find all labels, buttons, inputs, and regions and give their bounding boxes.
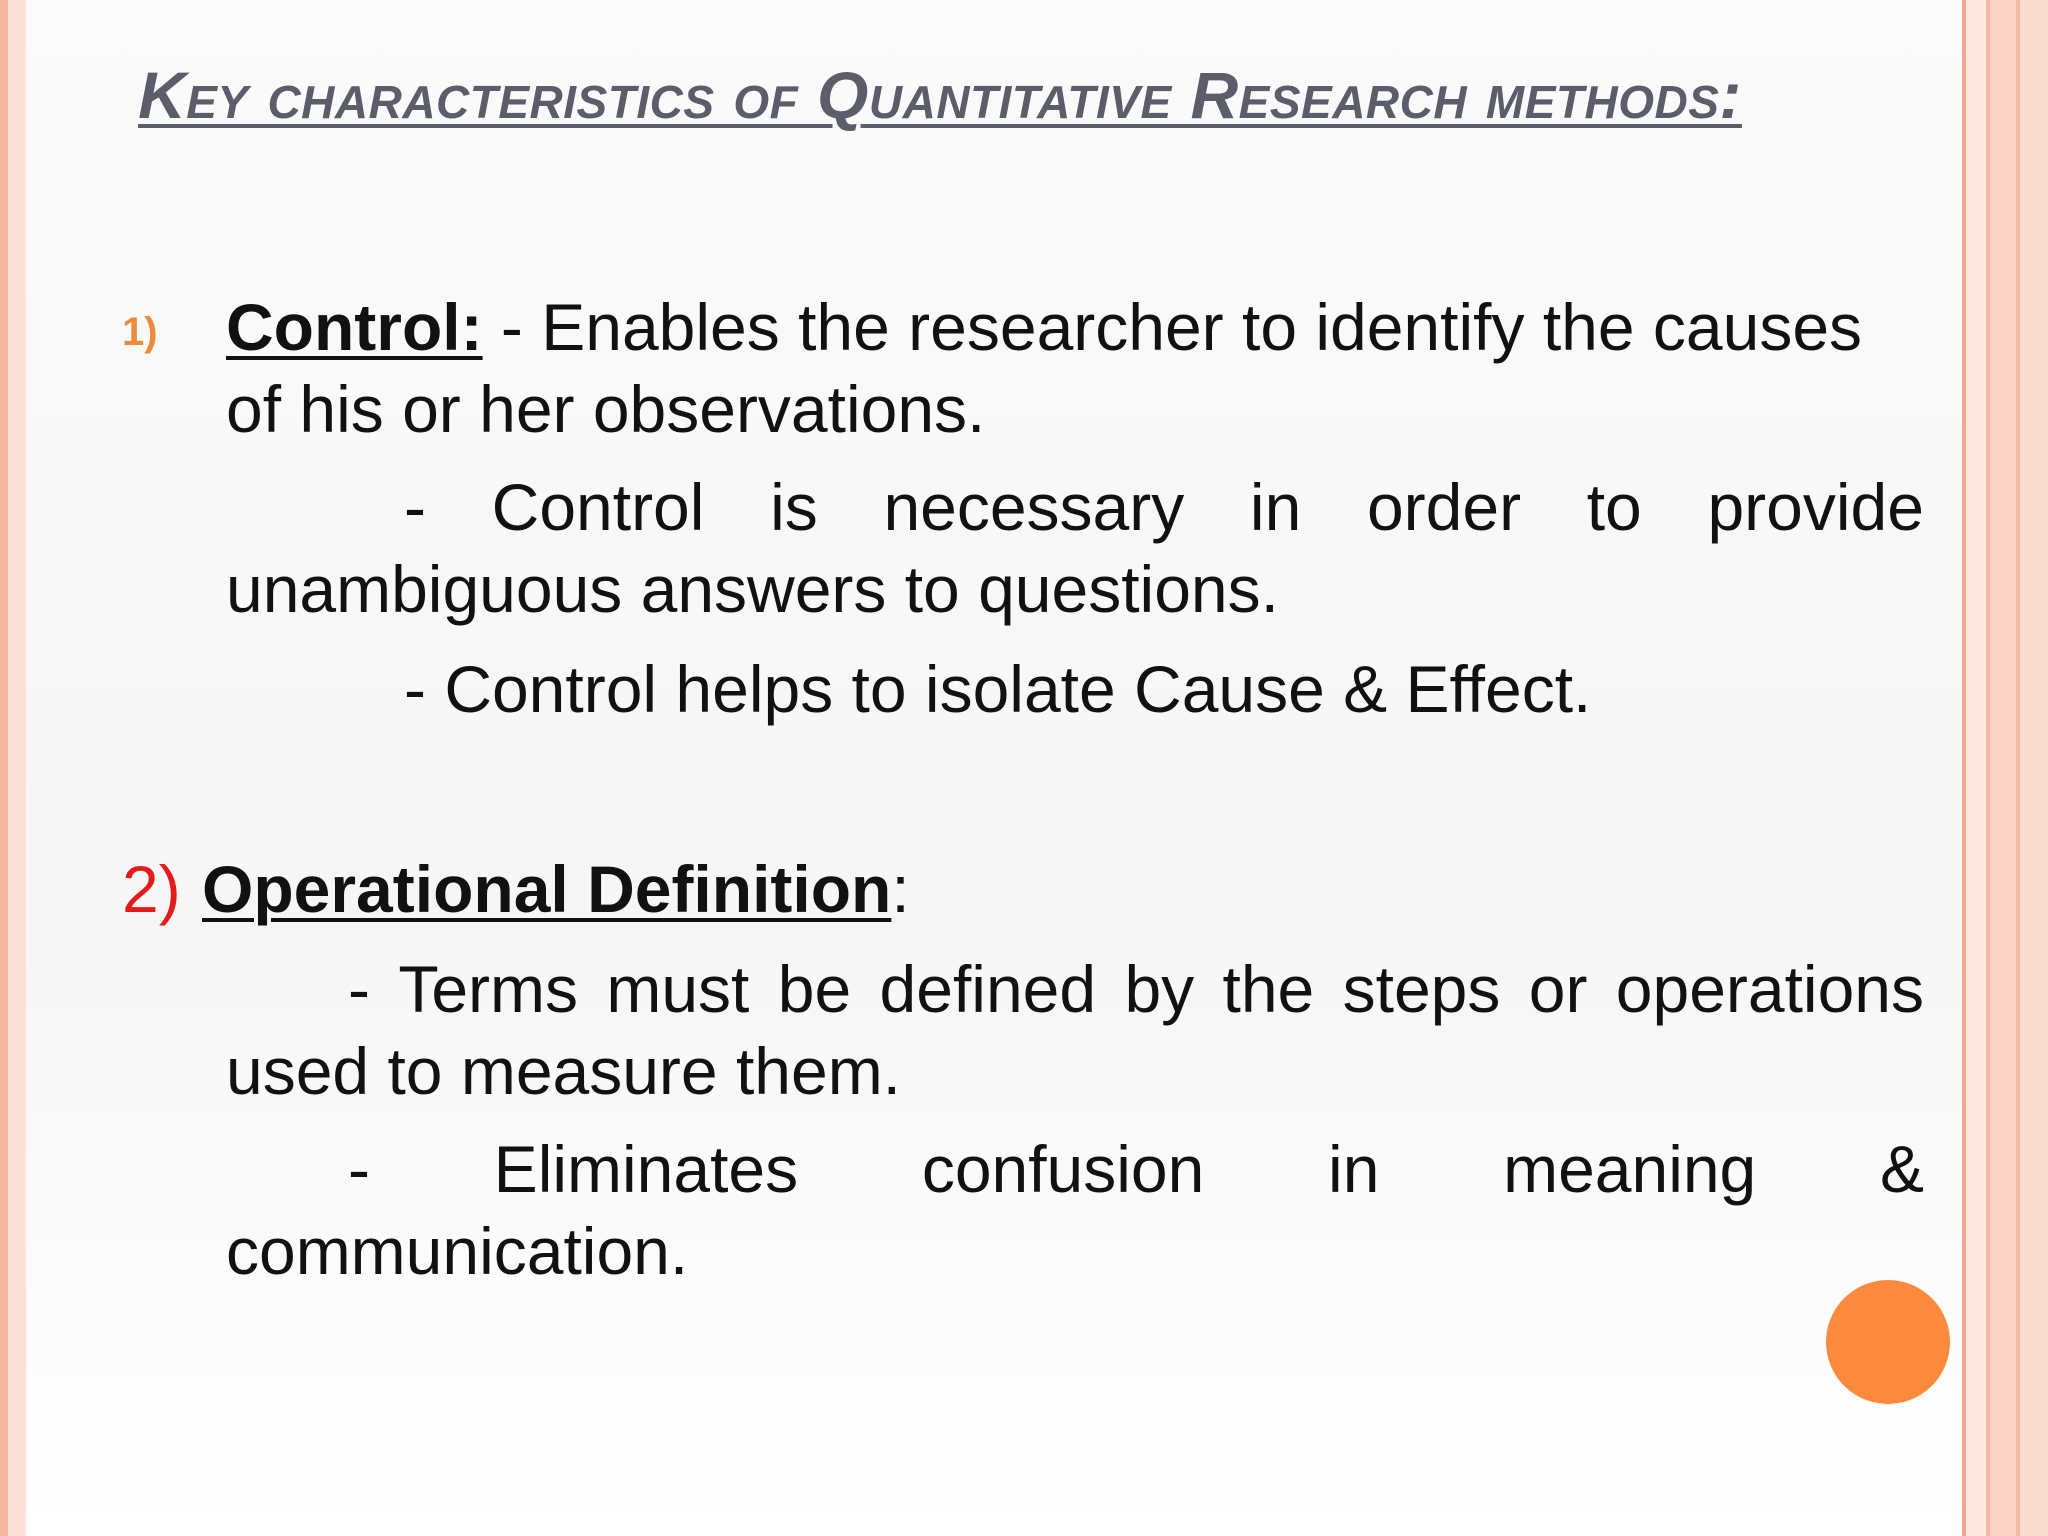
word: steps (1342, 952, 1501, 1026)
item-2-number: 2) (122, 852, 181, 926)
word: to (1586, 470, 1642, 544)
word: - (404, 470, 426, 544)
word: provide (1707, 470, 1924, 544)
item-2-heading: Operational Definition (202, 852, 892, 926)
word: confusion (921, 1132, 1205, 1206)
word: or (1528, 952, 1588, 1026)
word: the (1222, 952, 1315, 1026)
item-2-heading-colon: : (891, 852, 910, 926)
item-1-point-1-part2: unambiguous answers to questions. (226, 552, 1279, 626)
slide-title: Key characteristics of Quantitative Research methods: (138, 58, 1742, 132)
item-1-intro-part1: - Enables the researcher to identify the causes (482, 290, 1863, 364)
item-1-heading: Control: (226, 290, 483, 364)
item-2-point-2-part2: communication. (226, 1214, 689, 1288)
word: necessary (883, 470, 1185, 544)
word: Terms (398, 952, 579, 1026)
word: be (777, 952, 852, 1026)
word: Eliminates (493, 1132, 799, 1206)
item-1-number: 1) (122, 310, 158, 354)
item-2-point-2-part1 (348, 1128, 1924, 1210)
word: is (770, 470, 818, 544)
item-1-first-line (226, 286, 1924, 368)
item-1-point-1-part1 (404, 466, 1924, 548)
word: order (1366, 470, 1522, 544)
item-2-point-1-part1 (348, 948, 1924, 1030)
word: Control (491, 470, 705, 544)
word: must (606, 952, 750, 1026)
word: meaning (1503, 1132, 1757, 1206)
word: in (1249, 470, 1302, 544)
word: operations (1615, 952, 1924, 1026)
word: & (1879, 1132, 1924, 1206)
item-1-intro-part2: of his or her observations. (226, 372, 986, 446)
word: - (348, 952, 370, 1026)
word: - (348, 1132, 370, 1206)
item-2-point-1-part2: used to measure them. (226, 1034, 902, 1108)
word: by (1124, 952, 1195, 1026)
item-2-heading-line (202, 848, 910, 930)
word: defined (879, 952, 1097, 1026)
item-1-point-2: - Control helps to isolate Cause & Effect. (404, 652, 1592, 726)
word: in (1328, 1132, 1380, 1206)
